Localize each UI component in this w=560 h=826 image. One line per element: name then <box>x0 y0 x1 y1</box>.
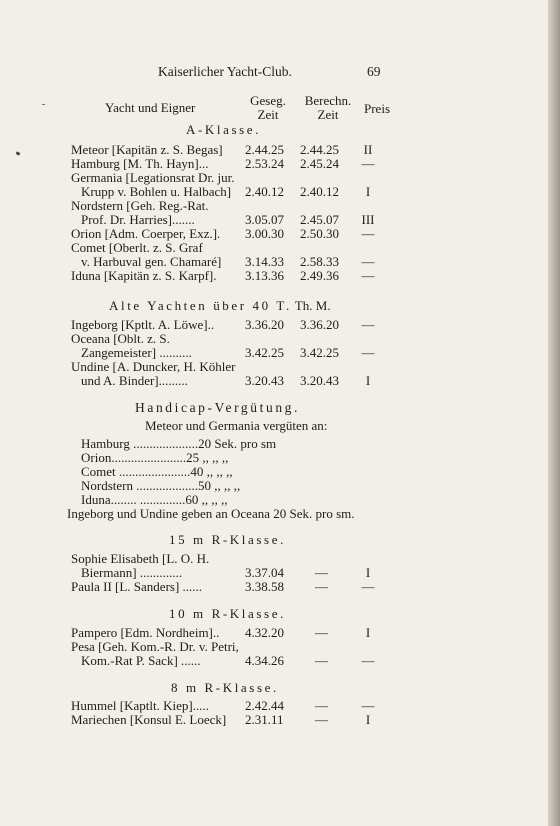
table-row <box>0 552 548 566</box>
table-row <box>0 332 548 346</box>
book-spine <box>548 0 560 826</box>
sailed-time: 3.38.58 <box>245 579 284 594</box>
section-title-15m: 15 m R-Klasse. <box>169 532 286 547</box>
table-row <box>0 213 548 227</box>
prize: — <box>361 653 375 668</box>
section-title-10m: 10 m R-Klasse. <box>169 606 286 621</box>
table-row <box>0 374 548 388</box>
ink-mark <box>42 104 45 105</box>
sailed-time: 3.42.25 <box>245 345 284 360</box>
handicap-row: Iduna........ ..............60 ,, ,, ,, <box>81 492 228 507</box>
corrected-time: 3.20.43 <box>300 373 339 388</box>
table-row <box>0 255 548 269</box>
corrected-time: 2.49.36 <box>300 268 339 283</box>
table-row <box>0 566 548 580</box>
section-title-alte-yachten-suffix: Th. M. <box>294 298 331 313</box>
corrected-time: 2.45.24 <box>300 156 339 171</box>
sailed-time: 2.42.44 <box>245 698 284 713</box>
yacht-owner: Ingeborg [Kptlt. A. Löwe].. <box>71 317 215 332</box>
sailed-time: 2.53.24 <box>245 156 284 171</box>
sailed-time: 3.00.30 <box>245 226 284 241</box>
prize: I <box>365 565 371 580</box>
yacht-owner: Mariechen [Konsul E. Loeck] <box>71 712 227 727</box>
sailed-time: 2.44.25 <box>245 142 284 157</box>
prize: I <box>365 373 371 388</box>
sailed-time: 3.05.07 <box>245 212 284 227</box>
column-header-berechn <box>296 94 360 122</box>
corrected-time: 2.40.12 <box>300 184 339 199</box>
corrected-time: — <box>315 712 328 727</box>
handicap-row: Orion.......................25 ,, ,, ,, <box>81 450 229 465</box>
prize: — <box>361 345 375 360</box>
section-title-handicap: Handicap-Vergütung. <box>135 400 300 415</box>
sailed-time: 3.14.33 <box>245 254 284 269</box>
table-row <box>0 143 548 157</box>
sailed-time: 4.34.26 <box>245 653 284 668</box>
corrected-time: — <box>315 565 328 580</box>
table-row <box>0 346 548 360</box>
table-row <box>0 580 548 594</box>
section-title-alte-yachten <box>109 298 331 314</box>
prize: — <box>361 317 375 332</box>
sailed-time: 3.13.36 <box>245 268 284 283</box>
corrected-time: — <box>315 625 328 640</box>
yacht-owner: Krupp v. Bohlen u. Halbach] <box>81 184 232 199</box>
yacht-owner: Comet [Oberlt. z. S. Graf <box>71 240 203 255</box>
table-row <box>0 360 548 374</box>
corrected-time: 2.45.07 <box>300 212 339 227</box>
yacht-owner: Paula II [L. Sanders] ...... <box>71 579 203 594</box>
section-title-alte-yachten-main: Alte Yachten über 40 T. <box>109 298 292 313</box>
table-row <box>0 157 548 171</box>
prize: — <box>361 226 375 241</box>
yacht-owner: Pesa [Geh. Kom.-R. Dr. v. Petri, <box>71 639 239 654</box>
sailed-time: 3.36.20 <box>245 317 284 332</box>
yacht-owner: Orion [Adm. Coerper, Exz.]. <box>71 226 221 241</box>
yacht-owner: Hamburg [M. Th. Hayn]... <box>71 156 209 171</box>
table-row <box>0 713 548 727</box>
sailed-time: 4.32.20 <box>245 625 284 640</box>
yacht-owner: Undine [A. Duncker, H. Köhler <box>71 359 236 374</box>
section-title-8m: 8 m R-Klasse. <box>171 680 279 695</box>
column-header-geseg <box>242 94 294 122</box>
handicap-note: Ingeborg und Undine geben an Oceana 20 Sek. pro sm. <box>67 506 355 521</box>
yacht-owner: Hummel [Kaptlt. Kiep]..... <box>71 698 209 713</box>
yacht-owner: Nordstern [Geh. Reg.-Rat. <box>71 198 209 213</box>
column-header-geseg-line2: Zeit <box>257 107 279 122</box>
corrected-time: 2.50.30 <box>300 226 339 241</box>
prize: — <box>361 156 375 171</box>
yacht-owner: Iduna [Kapitän z. S. Karpf]. <box>71 268 217 283</box>
sailed-time: 3.37.04 <box>245 565 284 580</box>
prize: I <box>365 625 371 640</box>
prize: — <box>361 579 375 594</box>
corrected-time: — <box>315 579 328 594</box>
corrected-time: — <box>315 653 328 668</box>
table-row <box>0 171 548 185</box>
yacht-owner: Biermann] ............. <box>81 565 183 580</box>
section-title-a-klasse: A-Klasse. <box>186 122 262 137</box>
table-row <box>0 699 548 713</box>
prize: I <box>365 712 371 727</box>
handicap-subtitle: Meteor und Germania vergüten an: <box>145 418 328 433</box>
yacht-owner: Oceana [Oblt. z. S. <box>71 331 170 346</box>
table-row <box>0 654 548 668</box>
table-row <box>0 626 548 640</box>
yacht-owner: und A. Binder]......... <box>81 373 188 388</box>
header-title: Kaiserlicher Yacht-Club. <box>158 64 292 79</box>
table-row <box>0 185 548 199</box>
column-header-preis: Preis <box>364 101 390 116</box>
corrected-time: 3.36.20 <box>300 317 339 332</box>
running-header <box>0 64 548 84</box>
handicap-row: Nordstern ...................50 ,, ,, ,, <box>81 478 241 493</box>
table-row <box>0 640 548 654</box>
column-header-berechn-line1: Berechn. <box>304 93 352 108</box>
table-row <box>0 227 548 241</box>
yacht-owner: Zangemeister] .......... <box>81 345 192 360</box>
prize: — <box>361 268 375 283</box>
column-header-yacht: Yacht und Eigner <box>105 100 196 115</box>
yacht-owner: v. Harbuval gen. Chamaré] <box>81 254 222 269</box>
prize: I <box>365 184 371 199</box>
prize: II <box>363 142 373 157</box>
column-header-geseg-line1: Geseg. <box>250 93 286 108</box>
yacht-owner: Sophie Elisabeth [L. O. H. <box>71 551 210 566</box>
corrected-time: 2.58.33 <box>300 254 339 269</box>
prize: III <box>361 212 375 227</box>
yacht-owner: Meteor [Kapitän z. S. Begas] <box>71 142 223 157</box>
table-row <box>0 241 548 255</box>
prize: — <box>361 254 375 269</box>
handicap-row: Hamburg ....................20 Sek. pro sm <box>81 436 277 451</box>
table-row <box>0 199 548 213</box>
column-header-berechn-line2: Zeit <box>317 107 339 122</box>
handicap-row: Comet ......................40 ,, ,, ,, <box>81 464 233 479</box>
yacht-owner: Pampero [Edm. Nordheim].. <box>71 625 220 640</box>
page-number: 69 <box>367 64 381 79</box>
table-row <box>0 269 548 283</box>
corrected-time: 2.44.25 <box>300 142 339 157</box>
corrected-time: 3.42.25 <box>300 345 339 360</box>
table-row <box>0 318 548 332</box>
sailed-time: 2.31.11 <box>245 712 284 727</box>
prize: — <box>361 698 375 713</box>
yacht-owner: Prof. Dr. Harries]....... <box>81 212 195 227</box>
yacht-owner: Germania [Legationsrat Dr. jur. <box>71 170 235 185</box>
sailed-time: 2.40.12 <box>245 184 284 199</box>
corrected-time: — <box>315 698 328 713</box>
sailed-time: 3.20.43 <box>245 373 284 388</box>
yacht-owner: Kom.-Rat P. Sack] ...... <box>81 653 201 668</box>
